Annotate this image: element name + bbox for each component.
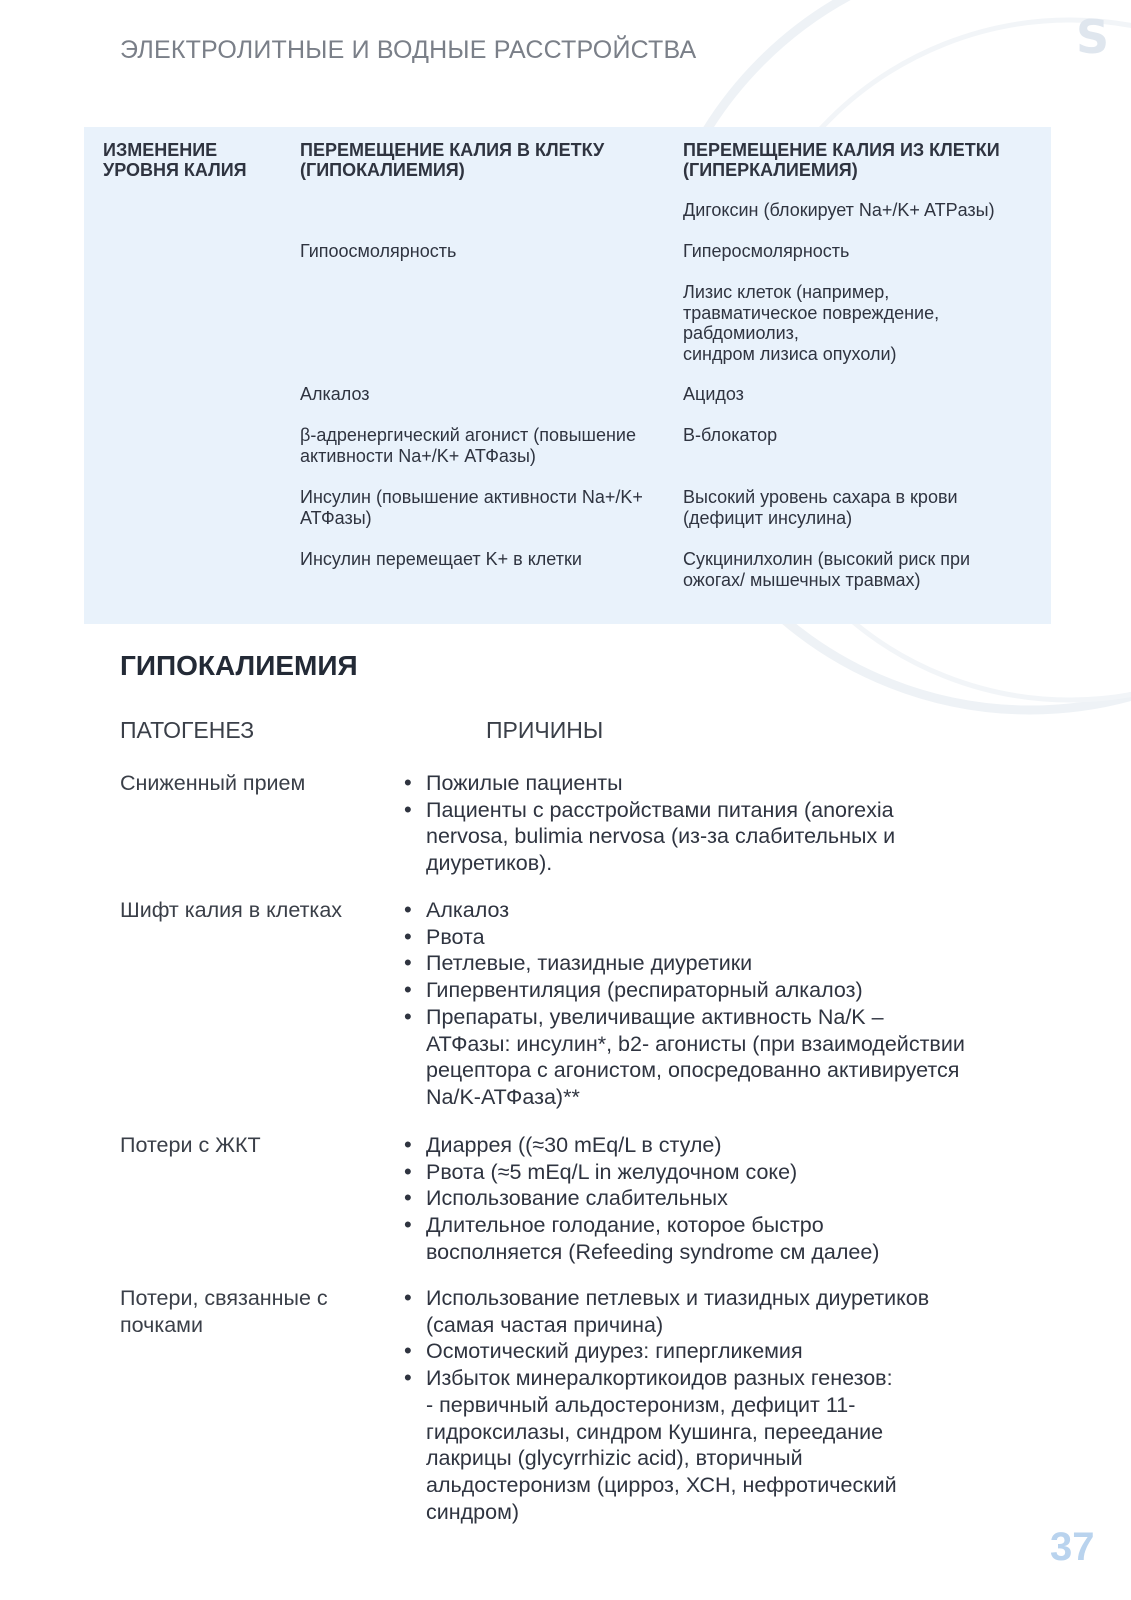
page-number: 37 (1050, 1525, 1095, 1569)
list-item: • Избыток минералкортикоидов разных генезов: - первичный альдостеронизм, дефицит 11- гидроксилазы, синдром Кушинга, переедание лакрицы (glycyrrhizic acid), вторичный альдостеронизм (цирроз, ХСН, нефротический синдром) (402, 1365, 1042, 1525)
table-cell-into: Гипоосмолярность (300, 241, 457, 261)
column-heading-causes: ПРИЧИНЫ (486, 717, 604, 743)
table-header-level: ИЗМЕНЕНИЕ УРОВНЯ КАЛИЯ (103, 140, 247, 180)
causes-list (402, 897, 1042, 1111)
list-item: • Использование петлевых и тиазидных диуретиков (самая частая причина) (402, 1285, 1042, 1338)
list-item: • Использование слабительных (402, 1185, 1042, 1212)
table-cell-out: Гиперосмолярность (683, 241, 850, 261)
list-item: • Пожилые пациенты (402, 770, 1042, 797)
table-cell-out: Лизис клеток (например, травматическое повреждение, рабдомиолиз, синдром лизиса опухоли) (683, 282, 940, 364)
table-header-out-of-cell: ПЕРЕМЕЩЕНИЕ КАЛИЯ ИЗ КЛЕТКИ (ГИПЕРКАЛИЕМИЯ) (683, 140, 1000, 180)
table-cell-into: Инсулин перемещает K+ в клетки (300, 549, 582, 569)
running-header: ЭЛЕКТРОЛИТНЫЕ И ВОДНЫЕ РАССТРОЙСТВА (120, 36, 697, 64)
table-cell-out: Сукцинилхолин (высокий риск при ожогах/ мышечных травмах) (683, 549, 971, 590)
pathogenesis-label: Сниженный прием (120, 771, 306, 795)
list-item: • Пациенты с расстройствами питания (anorexia nervosa, bulimia nervosa (из-за слабительных и диуретиков). (402, 797, 1042, 877)
list-item: • Препараты, увеличиващие активность Na/K – АТФазы: инсулин*, b2- агонисты (при взаимодействии рецептора с агонистом, опосредованно активируется Na/K-АТФаза)** (402, 1004, 1042, 1111)
pathogenesis-label: Потери с ЖКТ (120, 1133, 261, 1157)
causes-list (402, 1285, 1042, 1525)
list-item: • Рвота (402, 924, 1042, 951)
column-heading-pathogenesis: ПАТОГЕНЕЗ (120, 717, 255, 743)
pathogenesis-label: Потери, связанные с почками (120, 1286, 328, 1337)
list-item: • Длительное голодание, которое быстро восполняется (Refeeding syndrome см далее) (402, 1212, 1042, 1265)
table-cell-into: Инсулин (повышение активности Na+/K+ АТФазы) (300, 487, 643, 528)
list-item: • Рвота (≈5 mEq/L in желудочном соке) (402, 1159, 1042, 1186)
table-cell-out: Ацидоз (683, 384, 744, 404)
section-title: ГИПОКАЛИЕМИЯ (120, 650, 358, 681)
table-cell-into: Алкалоз (300, 384, 370, 404)
list-item: • Петлевые, тиазидные диуретики (402, 950, 1042, 977)
list-item: • Осмотический диурез: гипергликемия (402, 1338, 1042, 1365)
list-item: • Гипервентиляция (респираторный алкалоз) (402, 977, 1042, 1004)
table-cell-out: Высокий уровень сахара в крови (дефицит инсулина) (683, 487, 958, 528)
list-item: • Алкалоз (402, 897, 1042, 924)
table-header-into-cell: ПЕРЕМЕЩЕНИЕ КАЛИЯ В КЛЕТКУ (ГИПОКАЛИЕМИЯ) (300, 140, 605, 180)
list-item: • Диаррея ((≈30 mEq/L в стуле) (402, 1132, 1042, 1159)
pathogenesis-label: Шифт калия в клетках (120, 898, 343, 922)
table-cell-out: В-блокатор (683, 425, 778, 445)
causes-list (402, 1132, 1042, 1266)
logo-mark: S (1076, 10, 1110, 64)
table-cell-into: β-адренергический агонист (повышение активности Na+/K+ АТФазы) (300, 425, 636, 466)
table-cell-out: Дигоксин (блокирует Na+/K+ ATPазы) (683, 200, 995, 220)
causes-list (402, 770, 1042, 877)
